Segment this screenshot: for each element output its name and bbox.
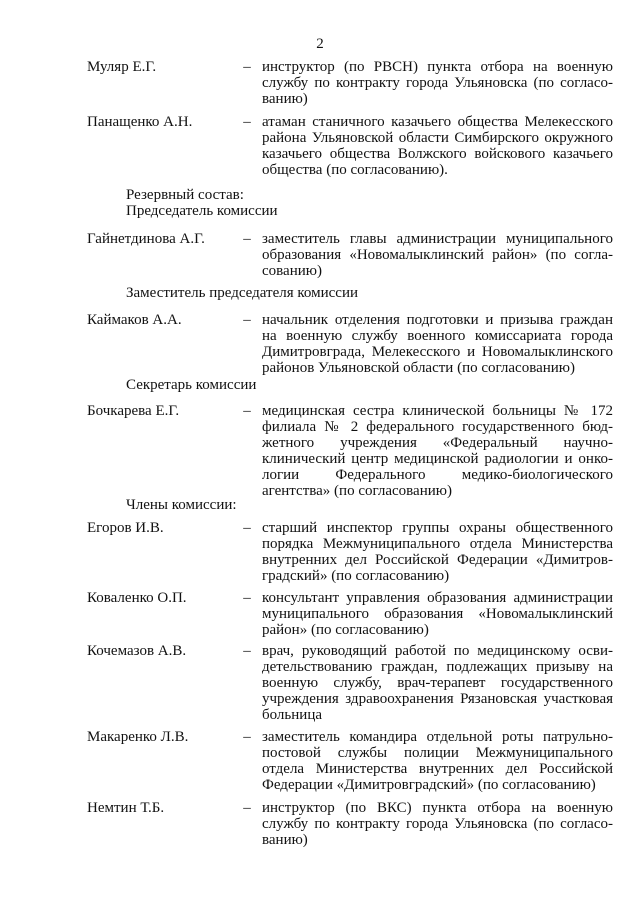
member-name: Егоров И.В. [87, 520, 164, 536]
section-heading-deputy: Заместитель председателя комиссии [126, 285, 359, 301]
member-position: консультант управления образования администрации муниципального образования «Новомалыклинский район» (по согласованию) [262, 590, 613, 638]
dash-separator: – [243, 403, 251, 419]
section-heading-secretary: Секретарь комиссии [126, 377, 257, 393]
dash-separator: – [243, 520, 251, 536]
dash-separator: – [243, 59, 251, 75]
dash-separator: – [243, 800, 251, 816]
member-position: инструктор (по ВКС) пункта отбора на военную службу по контракту города Ульяновска (по согласованию) [262, 800, 613, 848]
dash-separator: – [243, 312, 251, 328]
member-name: Немтин Т.Б. [87, 800, 165, 816]
member-name: Макаренко Л.В. [87, 729, 189, 745]
member-position: врач, руководящий работой по медицинскому освидетельствованию граждан, подлежащих призыву на военную службу, врач-терапевт государственного учреждения здравоохранения Рязановская участковая больница [262, 643, 613, 723]
member-position: инструктор (по РВСН) пункта отбора на военную службу по контракту города Ульяновска (по согласованию) [262, 59, 613, 107]
member-name: Каймаков А.А. [87, 312, 182, 328]
member-position: старший инспектор группы охраны общественного порядка Межмуниципального отдела Министерства внутренних дел Российской Федерации «Димитровградский» (по согласованию) [262, 520, 613, 584]
member-position: начальник отделения подготовки и призыва граждан на военную службу военного комиссариата города Димитровграда, Мелекесского и Новомалыклинского районов Ульяновской области (по согласованию) [262, 312, 613, 376]
member-position: атаман станичного казачьего общества Мелекесского района Ульяновской области Симбирского окружного казачьего общества Волжского войскового казачьего общества (по согласованию). [262, 114, 613, 178]
dash-separator: – [243, 729, 251, 745]
section-heading-chairman: Председатель комиссии [126, 203, 278, 219]
member-name: Гайнетдинова А.Г. [87, 231, 205, 247]
dash-separator: – [243, 114, 251, 130]
page-number: 2 [316, 36, 324, 52]
dash-separator: – [243, 643, 251, 659]
member-name: Бочкарева Е.Г. [87, 403, 180, 419]
member-position: заместитель главы администрации муниципального образования «Новомалыклинский район» (по согласованию) [262, 231, 613, 279]
section-heading-members: Члены комиссии: [126, 497, 237, 513]
dash-separator: – [243, 590, 251, 606]
member-name: Кочемазов А.В. [87, 643, 187, 659]
member-position: медицинская сестра клинической больницы № 172 филиала № 2 федерального государственного бюджетного учреждения «Федеральный научно-клинический центр медицинской радиологии и онкологии Федерального медико-биологического агентства» (по согласованию) [262, 403, 613, 499]
member-name: Коваленко О.П. [87, 590, 187, 606]
member-name: Панащенко А.Н. [87, 114, 193, 130]
dash-separator: – [243, 231, 251, 247]
member-position: заместитель командира отдельной роты патрульно-постовой службы полиции Межмуниципального отдела Министерства внутренних дел Российской Федерации «Димитровградский» (по согласованию) [262, 729, 613, 793]
section-heading-reserve: Резервный состав: [126, 187, 244, 203]
member-name: Муляр Е.Г. [87, 59, 157, 75]
